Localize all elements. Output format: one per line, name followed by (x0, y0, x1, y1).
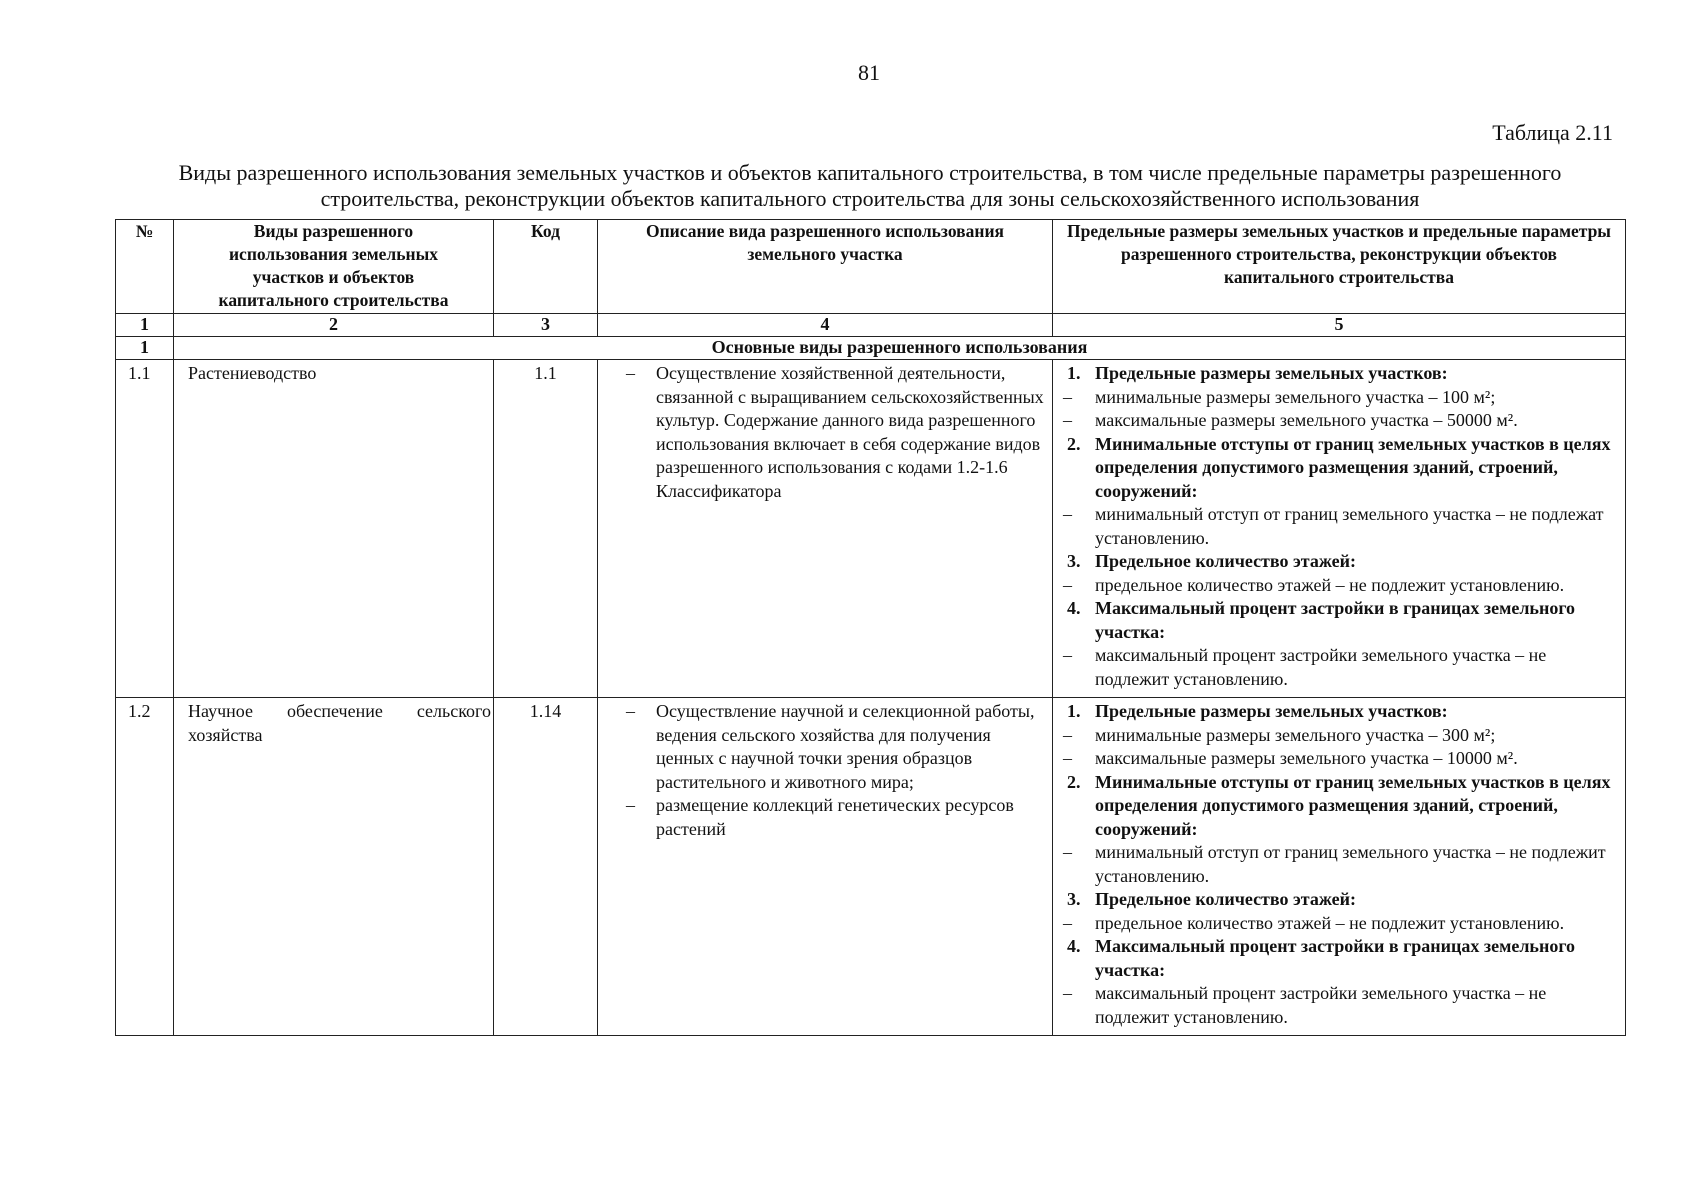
column-number: 2 (174, 314, 494, 337)
table-row (116, 360, 1626, 698)
table-body (116, 360, 1626, 1036)
header-cell: Описание вида разрешенного использования земельного участка (598, 220, 1053, 314)
limit-section (1061, 362, 1621, 433)
limit-heading (1061, 700, 1621, 724)
limit-item: – предельное количество этажей – не подлежит установлению. (1061, 574, 1621, 598)
limit-item: – максимальный процент застройки земельного участка – не подлежит установлению. (1061, 982, 1621, 1029)
limit-number: 3. (1067, 551, 1081, 571)
limit-section (1061, 771, 1621, 889)
row-description (598, 698, 1053, 1036)
row-description (598, 360, 1053, 698)
row-number: 1.1 (116, 360, 174, 698)
section-row (116, 337, 1626, 360)
limit-item: – максимальный процент застройки земельного участка – не подлежит установлению. (1061, 644, 1621, 691)
limit-section (1061, 550, 1621, 597)
header-cell: Виды разрешенного использования земельных участков и объектов капитального строительства (174, 220, 494, 314)
column-number-row (116, 314, 1626, 337)
section-number: 1 (116, 337, 174, 360)
limit-item: – максимальные размеры земельного участка – 50000 м². (1061, 409, 1621, 433)
limit-title: Предельное количество этажей: (1095, 551, 1356, 571)
row-code: 1.14 (494, 698, 598, 1036)
column-number: 4 (598, 314, 1053, 337)
limit-number: 4. (1067, 598, 1081, 618)
table-label: Таблица 2.11 (1492, 120, 1613, 145)
header-cell: Код (494, 220, 598, 314)
limit-title: Максимальный процент застройки в границах земельного участка: (1095, 936, 1576, 980)
limit-heading (1061, 935, 1621, 982)
limit-title: Предельные размеры земельных участков: (1095, 363, 1448, 383)
limit-heading (1061, 550, 1621, 574)
limit-item: – предельное количество этажей – не подлежит установлению. (1061, 912, 1621, 936)
limit-title: Предельные размеры земельных участков: (1095, 701, 1448, 721)
header-cell: № (116, 220, 174, 314)
section-title: Основные виды разрешенного использования (174, 337, 1626, 360)
limit-item: – минимальный отступ от границ земельного участка – не подлежит установлению. (1061, 841, 1621, 888)
row-number: 1.2 (116, 698, 174, 1036)
land-use-table (115, 219, 1626, 1036)
limit-item: – максимальные размеры земельного участка – 10000 м². (1061, 747, 1621, 771)
column-number: 5 (1053, 314, 1626, 337)
limit-item: – минимальные размеры земельного участка – 100 м²; (1061, 386, 1621, 410)
limit-heading (1061, 362, 1621, 386)
limit-section (1061, 700, 1621, 771)
limit-item: – минимальный отступ от границ земельного участка – не подлежат установлению. (1061, 503, 1621, 550)
page-number: 81 (858, 60, 880, 85)
column-number: 1 (116, 314, 174, 337)
limit-title: Максимальный процент застройки в границах земельного участка: (1095, 598, 1576, 642)
column-number: 3 (494, 314, 598, 337)
header-cell: Предельные размеры земельных участков и предельные параметры разрешенного строительства, реконструкции объектов капитального строительства (1053, 220, 1626, 314)
limit-number: 3. (1067, 889, 1081, 909)
row-use-name: Растениеводство (174, 360, 494, 698)
limit-title: Минимальные отступы от границ земельных участков в целях определения допустимого размещения зданий, строений, сооружений: (1095, 771, 1611, 839)
limit-section (1061, 597, 1621, 691)
row-code: 1.1 (494, 360, 598, 698)
limit-heading (1061, 597, 1621, 644)
limit-number: 1. (1067, 701, 1081, 721)
limit-title: Минимальные отступы от границ земельных участков в целях определения допустимого размещения зданий, строений, сооружений: (1095, 433, 1611, 501)
description-item: – размещение коллекций генетических ресурсов растений (626, 794, 1046, 841)
description-item: – Осуществление хозяйственной деятельности, связанной с выращиванием сельскохозяйственных культур. Содержание данного вида разрешенного использования включает в себя содержание видов разрешенного использования с кодами 1.2-1.6 Классификатора (626, 362, 1046, 503)
table-title: Виды разрешенного использования земельных участков и объектов капитального строительства, в том числе предельные параметры разрешенного строительства, реконструкции объектов капитального строительства для зоны сельскохозяйственного использования (178, 160, 1562, 211)
limit-section (1061, 935, 1621, 1029)
table-row (116, 698, 1626, 1036)
limit-heading (1061, 888, 1621, 912)
limit-number: 2. (1067, 771, 1081, 792)
limit-section (1061, 888, 1621, 935)
limit-number: 4. (1067, 936, 1081, 956)
description-item: – Осуществление научной и селекционной работы, ведения сельского хозяйства для получения ценных с научной точки зрения образцов растительного и животного мира; (626, 700, 1046, 794)
row-limits (1053, 360, 1626, 698)
limit-section (1061, 433, 1621, 551)
limit-number: 2. (1067, 433, 1081, 454)
limit-number: 1. (1067, 363, 1081, 383)
row-use-name: Научное обеспечение сельского хозяйства (174, 698, 494, 1036)
limit-title: Предельное количество этажей: (1095, 889, 1356, 909)
limit-heading (1061, 433, 1621, 504)
header-row (116, 220, 1626, 314)
row-limits (1053, 698, 1626, 1036)
limit-heading (1061, 771, 1621, 842)
limit-item: – минимальные размеры земельного участка – 300 м²; (1061, 724, 1621, 748)
